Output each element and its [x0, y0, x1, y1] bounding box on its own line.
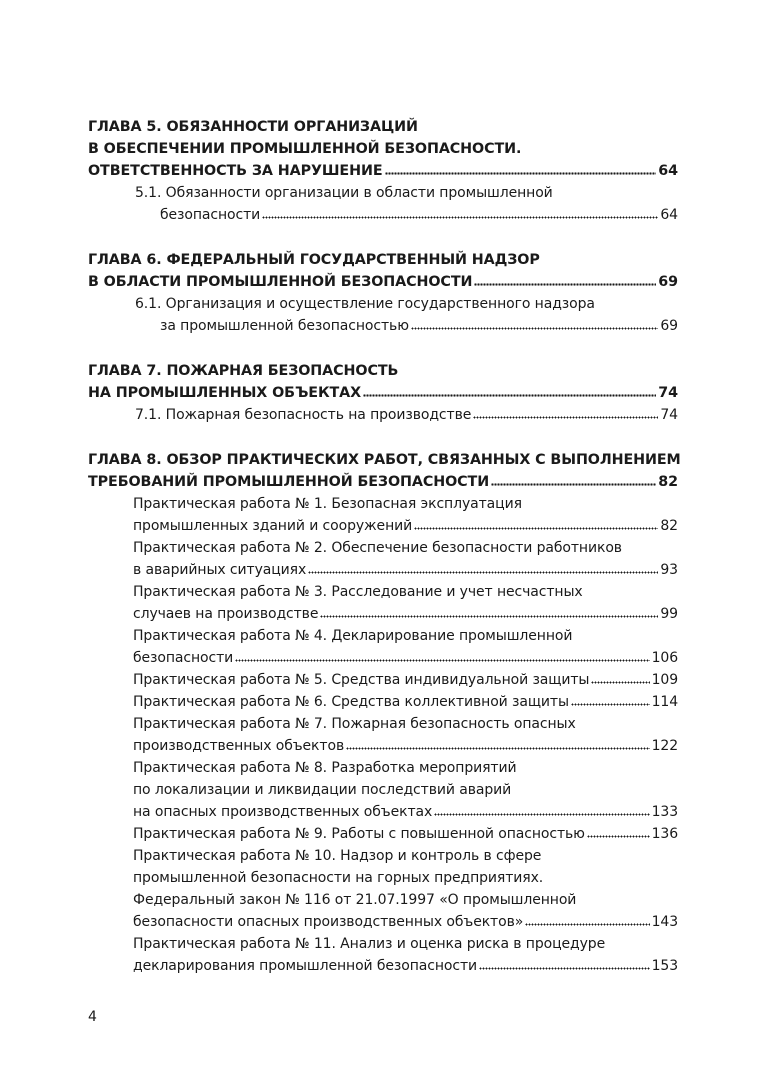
chapter-title-text: ГЛАВА 8. ОБЗОР ПРАКТИЧЕСКИХ РАБОТ, СВЯЗАННЫХ С ВЫПОЛНЕНИЕМ: [88, 452, 681, 468]
section-text: 7.1. Пожарная безопасность на производстве: [135, 407, 472, 423]
dot-leader: [474, 283, 656, 286]
section-page-number: 106: [651, 650, 678, 666]
section-text: Практическая работа № 10. Надзор и контроль в сфере: [133, 848, 542, 864]
dot-leader: [235, 659, 649, 662]
section-line: [88, 713, 678, 735]
chapter-title-line: [88, 449, 681, 471]
section-page-number: 133: [651, 804, 678, 820]
dot-leader: [571, 703, 650, 706]
chapter-title-text: ГЛАВА 7. ПОЖАРНАЯ БЕЗОПАСНОСТЬ: [88, 363, 399, 379]
section-text: Практическая работа № 3. Расследование и учет несчастных: [133, 584, 583, 600]
chapter-title-line[interactable]: [88, 471, 678, 493]
section-page-number: 109: [651, 672, 678, 688]
section-line: [88, 493, 678, 515]
chapter-page-number: 64: [658, 163, 678, 179]
section-text: Практическая работа № 8. Разработка мероприятий: [133, 760, 517, 776]
chapter-title-line: [88, 116, 678, 138]
chapter-title-text: ОТВЕТСТВЕННОСТЬ ЗА НАРУШЕНИЕ: [88, 163, 383, 179]
chapter-title-text: ТРЕБОВАНИЙ ПРОМЫШЛЕННОЙ БЕЗОПАСНОСТИ: [88, 474, 490, 490]
section-text: Федеральный закон № 116 от 21.07.1997 «О промышленной: [133, 892, 577, 908]
dot-leader: [320, 615, 658, 618]
chapter-title-line[interactable]: [88, 271, 678, 293]
section-page-number: 143: [651, 914, 678, 930]
section-text: промышленных зданий и сооружений: [133, 518, 413, 534]
dot-leader: [473, 416, 658, 419]
section-text: безопасности: [133, 650, 234, 666]
section-page-number: 99: [660, 606, 678, 622]
toc-chapter-7: [88, 360, 678, 426]
section-text: Практическая работа № 1. Безопасная эксплуатация: [133, 496, 522, 512]
section-line[interactable]: [88, 647, 678, 669]
dot-leader: [414, 527, 658, 530]
section-line: [88, 867, 678, 889]
section-line[interactable]: [88, 669, 678, 691]
chapter-title-text: ГЛАВА 5. ОБЯЗАННОСТИ ОРГАНИЗАЦИЙ: [88, 119, 418, 135]
section-line: [88, 889, 678, 911]
dot-leader: [591, 681, 649, 684]
table-of-contents: [88, 116, 681, 1000]
section-line: [88, 581, 678, 603]
section-line[interactable]: [88, 955, 678, 977]
section-line[interactable]: [88, 691, 678, 713]
chapter-title-line: [88, 249, 678, 271]
section-text: на опасных производственных объектах: [133, 804, 433, 820]
section-page-number: 122: [651, 738, 678, 754]
section-line[interactable]: [88, 801, 678, 823]
section-line[interactable]: [88, 315, 678, 337]
section-text: промышленной безопасности на горных предприятиях.: [133, 870, 544, 886]
section-text: 5.1. Обязанности организации в области промышленной: [135, 185, 553, 201]
section-text: Практическая работа № 9. Работы с повышенной опасностью: [133, 826, 585, 842]
section-text: производственных объектов: [133, 738, 345, 754]
section-line: [88, 293, 678, 315]
dot-leader: [346, 747, 649, 750]
chapter-title-line: [88, 360, 678, 382]
section-text: Практическая работа № 6. Средства коллективной защиты: [133, 694, 569, 710]
section-page-number: 93: [660, 562, 678, 578]
dot-leader: [587, 835, 650, 838]
section-page-number: 74: [660, 407, 678, 423]
section-page-number: 136: [651, 826, 678, 842]
section-page-number: 114: [651, 694, 678, 710]
section-line[interactable]: [88, 204, 678, 226]
section-text: за промышленной безопасностью: [160, 318, 409, 334]
section-line[interactable]: [88, 603, 678, 625]
section-page-number: 64: [660, 207, 678, 223]
section-text: безопасности опасных производственных объектов»: [133, 914, 524, 930]
chapter-title-line[interactable]: [88, 382, 678, 404]
section-page-number: 153: [651, 958, 678, 974]
section-text: 6.1. Организация и осуществление государственного надзора: [135, 296, 595, 312]
toc-chapter-8: [88, 449, 681, 977]
chapter-title-line[interactable]: [88, 160, 678, 182]
section-text: Практическая работа № 5. Средства индивидуальной защиты: [133, 672, 590, 688]
section-line[interactable]: [88, 515, 678, 537]
dot-leader: [385, 172, 657, 175]
section-text: Практическая работа № 11. Анализ и оценка риска в процедуре: [133, 936, 606, 952]
dot-leader: [262, 216, 658, 219]
section-line: [88, 933, 678, 955]
dot-leader: [434, 813, 649, 816]
section-line[interactable]: [88, 911, 678, 933]
section-text: Практическая работа № 4. Декларирование промышленной: [133, 628, 573, 644]
chapter-title-text: В ОБЛАСТИ ПРОМЫШЛЕННОЙ БЕЗОПАСНОСТИ: [88, 274, 473, 290]
section-line[interactable]: [88, 404, 678, 426]
chapter-title-text: В ОБЕСПЕЧЕНИИ ПРОМЫШЛЕННОЙ БЕЗОПАСНОСТИ.: [88, 141, 522, 157]
section-line[interactable]: [88, 823, 678, 845]
section-line[interactable]: [88, 559, 678, 581]
section-line: [88, 757, 678, 779]
section-page-number: 82: [660, 518, 678, 534]
dot-leader: [411, 327, 658, 330]
section-text: в аварийных ситуациях: [133, 562, 307, 578]
section-line: [88, 537, 678, 559]
section-line: [88, 625, 678, 647]
section-text: Практическая работа № 7. Пожарная безопасность опасных: [133, 716, 576, 732]
dot-leader: [479, 967, 650, 970]
toc-chapter-5: [88, 116, 678, 226]
chapter-page-number: 69: [658, 274, 678, 290]
section-line: [88, 845, 678, 867]
section-text: случаев на производстве: [133, 606, 319, 622]
dot-leader: [363, 394, 656, 397]
section-page-number: 69: [660, 318, 678, 334]
chapter-title-text: НА ПРОМЫШЛЕННЫХ ОБЪЕКТАХ: [88, 385, 362, 401]
page-number: 4: [88, 1009, 97, 1025]
chapter-page-number: 82: [658, 474, 678, 490]
section-line: [88, 182, 678, 204]
dot-leader: [491, 483, 656, 486]
dot-leader: [525, 923, 649, 926]
section-text: декларирования промышленной безопасности: [133, 958, 478, 974]
section-text: Практическая работа № 2. Обеспечение безопасности работников: [133, 540, 622, 556]
section-text: безопасности: [160, 207, 261, 223]
section-text: по локализации и ликвидации последствий аварий: [133, 782, 512, 798]
section-line: [88, 779, 678, 801]
toc-chapter-6: [88, 249, 678, 337]
section-line[interactable]: [88, 735, 678, 757]
dot-leader: [308, 571, 658, 574]
chapter-title-line: [88, 138, 678, 160]
chapter-page-number: 74: [658, 385, 678, 401]
chapter-title-text: ГЛАВА 6. ФЕДЕРАЛЬНЫЙ ГОСУДАРСТВЕННЫЙ НАДЗОР: [88, 252, 540, 268]
